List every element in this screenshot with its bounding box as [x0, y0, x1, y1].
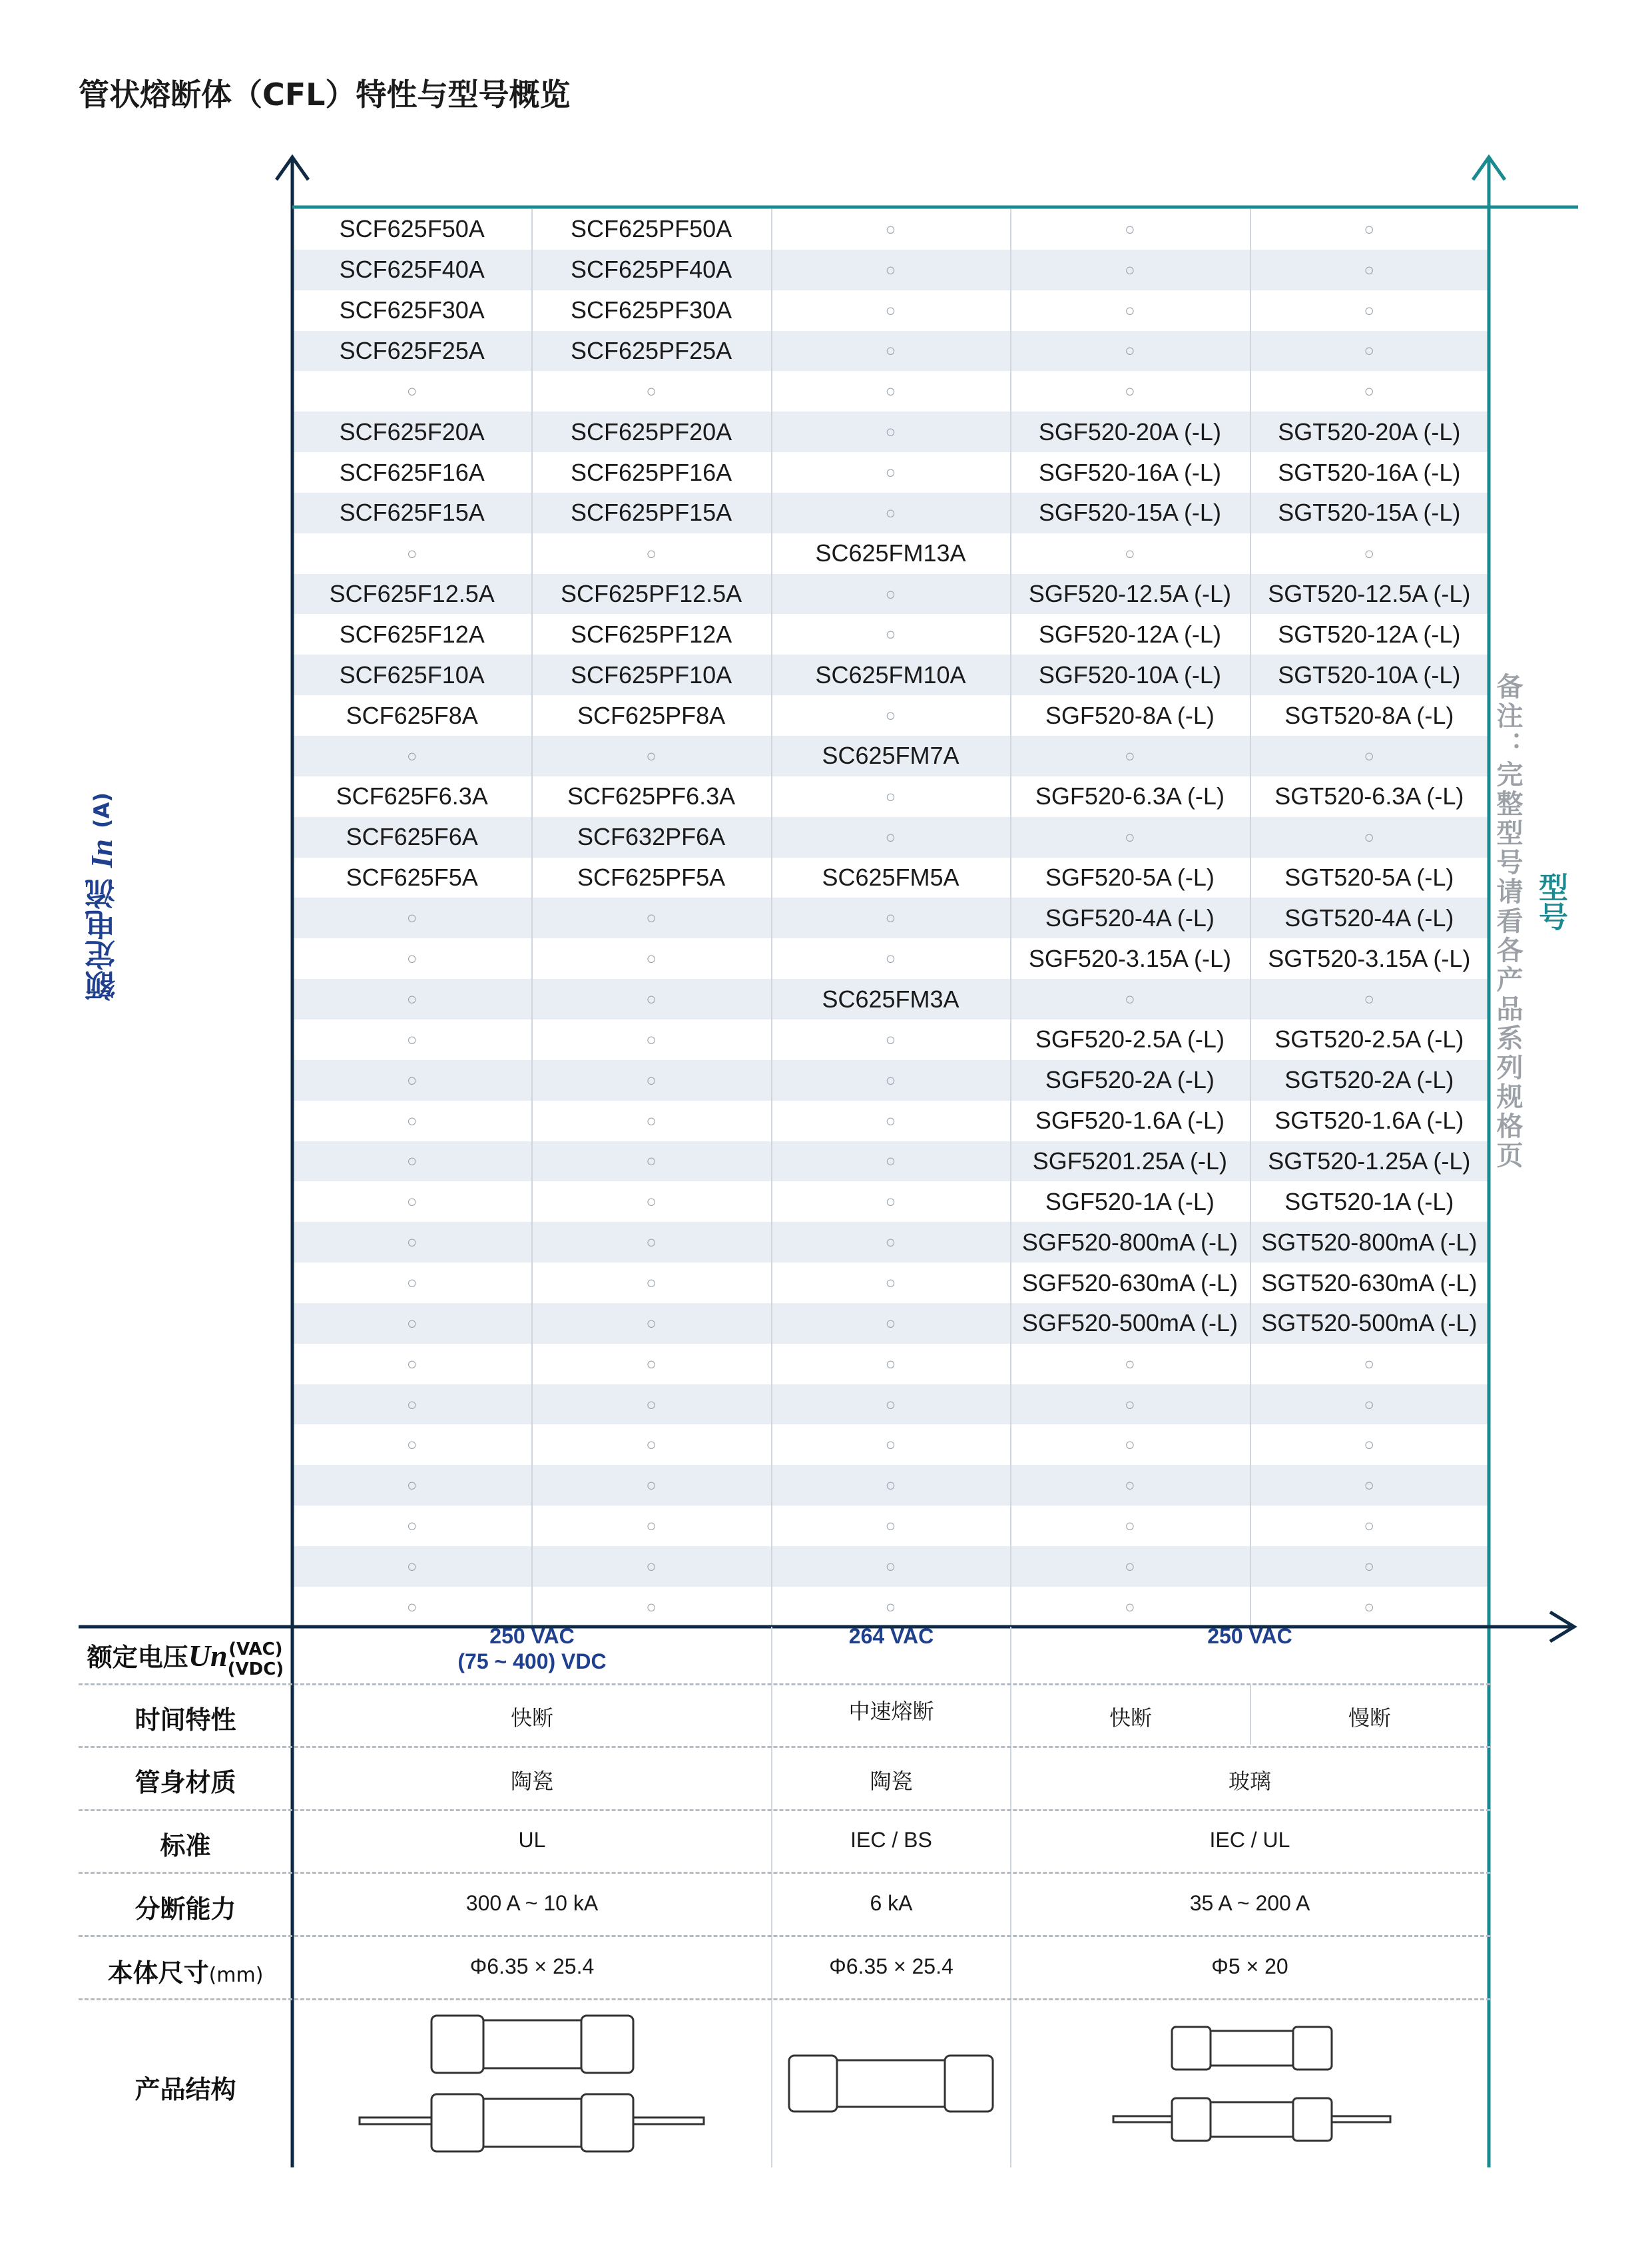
model-cell: SCF625PF16A	[571, 458, 732, 486]
model-cell: SGT520-15A (-L)	[1278, 499, 1461, 527]
model-cell: SGF520-12A (-L)	[1038, 620, 1221, 648]
model-cell: SGT520-1.25A (-L)	[1268, 1147, 1471, 1175]
empty-circle-icon: ○	[646, 1151, 657, 1171]
model-cell: SGF520-15A (-L)	[1038, 499, 1221, 527]
empty-circle-icon: ○	[885, 1394, 896, 1414]
model-cell: SCF625PF50A	[571, 215, 732, 243]
empty-circle-icon: ○	[1364, 300, 1375, 320]
model-cell: SCF625F50A	[339, 215, 485, 243]
model-cell: SGF520-20A (-L)	[1038, 418, 1221, 445]
y-axis-label: 额定电流	[84, 878, 120, 1001]
size-unit: (mm)	[208, 1964, 264, 1987]
model-cell: SGF5201.25A (-L)	[1032, 1147, 1227, 1175]
fuse-icon-glass-top	[1172, 2027, 1332, 2070]
model-cell: SGT520-800mA (-L)	[1261, 1228, 1478, 1256]
model-cell: SCF625F8A	[346, 701, 478, 729]
empty-circle-icon: ○	[646, 543, 657, 563]
empty-circle-icon: ○	[1125, 259, 1135, 280]
breaking-col-1: 300 A ~ 10 kA	[465, 1891, 599, 1915]
empty-circle-icon: ○	[885, 908, 896, 928]
standard-label: 标准	[160, 1831, 211, 1860]
empty-circle-icon: ○	[885, 1191, 896, 1212]
empty-circle-icon: ○	[406, 543, 417, 563]
empty-circle-icon: ○	[646, 1434, 657, 1455]
model-cell: SGF520-4A (-L)	[1045, 904, 1215, 932]
model-cell: SGF520-500mA (-L)	[1021, 1309, 1238, 1337]
empty-circle-icon: ○	[1364, 1394, 1375, 1414]
empty-circle-icon: ○	[646, 1394, 657, 1414]
model-cell: SCF625PF15A	[571, 499, 732, 527]
breaking-col-3: 35 A ~ 200 A	[1189, 1891, 1310, 1915]
empty-circle-icon: ○	[1364, 1353, 1375, 1374]
material-col-1: 陶瓷	[510, 1769, 553, 1793]
empty-circle-icon: ○	[646, 1475, 657, 1496]
empty-circle-icon: ○	[1364, 543, 1375, 563]
empty-circle-icon: ○	[885, 218, 896, 239]
y-axis-symbol: In	[85, 839, 119, 868]
empty-circle-icon: ○	[406, 1555, 417, 1576]
model-cell: SC625FM7A	[822, 742, 960, 770]
model-cell: SC625FM13A	[815, 539, 966, 567]
empty-circle-icon: ○	[406, 1394, 417, 1414]
time-col-2: 中速熔断	[848, 1699, 934, 1723]
empty-circle-icon: ○	[885, 300, 896, 320]
empty-circle-icon: ○	[1125, 1475, 1135, 1496]
empty-circle-icon: ○	[646, 1232, 657, 1253]
empty-circle-icon: ○	[406, 1151, 417, 1171]
empty-circle-icon: ○	[646, 1272, 657, 1293]
empty-circle-icon: ○	[885, 1151, 896, 1171]
time-col-1: 快断	[510, 1706, 553, 1730]
model-cell: SCF625PF5A	[577, 864, 726, 892]
empty-circle-icon: ○	[406, 1353, 417, 1374]
empty-circle-icon: ○	[1125, 218, 1135, 239]
model-cell: SCF625PF25A	[571, 336, 732, 364]
material-col-3: 玻璃	[1228, 1769, 1271, 1793]
empty-circle-icon: ○	[885, 826, 896, 847]
empty-circle-icon: ○	[885, 948, 896, 969]
empty-circle-icon: ○	[406, 381, 417, 402]
empty-circle-icon: ○	[646, 1555, 657, 1576]
empty-circle-icon: ○	[1125, 1353, 1135, 1374]
material-label: 管身材质	[135, 1768, 236, 1797]
empty-circle-icon: ○	[885, 381, 896, 402]
empty-circle-icon: ○	[406, 1516, 417, 1536]
empty-circle-icon: ○	[646, 1516, 657, 1536]
model-cell: SCF625PF12A	[571, 620, 732, 648]
standard-col-1: UL	[518, 1828, 546, 1852]
empty-circle-icon: ○	[885, 624, 896, 645]
empty-circle-icon: ○	[885, 705, 896, 726]
empty-circle-icon: ○	[885, 1312, 896, 1333]
empty-circle-icon: ○	[885, 1596, 896, 1617]
empty-circle-icon: ○	[1364, 218, 1375, 239]
model-cell: SCF625F30A	[339, 296, 485, 324]
empty-circle-icon: ○	[1364, 989, 1375, 1009]
empty-circle-icon: ○	[885, 583, 896, 604]
page-title: 管状熔断体（CFL）特性与型号概览	[79, 77, 571, 113]
y-axis-unit: (A)	[89, 792, 115, 829]
model-cell: SC625FM10A	[815, 661, 966, 689]
model-cell: SGT520-16A (-L)	[1278, 458, 1461, 486]
empty-circle-icon: ○	[646, 1596, 657, 1617]
model-cell: SCF625F20A	[339, 418, 485, 445]
model-cell: SCF625F5A	[346, 864, 478, 892]
model-cell: SGF520-16A (-L)	[1038, 458, 1221, 486]
empty-circle-icon: ○	[885, 1069, 896, 1090]
empty-circle-icon: ○	[885, 340, 896, 361]
model-cell: SGF520-800mA (-L)	[1021, 1228, 1238, 1256]
note-text: 备注：完整型号请看各产品系列规格页	[1492, 673, 1523, 1171]
size-col-2: Φ6.35 × 25.4	[829, 1954, 954, 1978]
model-cell: SGF520-2.5A (-L)	[1035, 1025, 1225, 1053]
model-cell: SCF625F12.5A	[329, 580, 495, 608]
empty-circle-icon: ○	[1125, 826, 1135, 847]
model-cell: SCF625F15A	[339, 499, 485, 527]
empty-circle-icon: ○	[885, 421, 896, 442]
empty-circle-icon: ○	[885, 1475, 896, 1496]
breaking-col-2: 6 kA	[870, 1891, 913, 1915]
empty-circle-icon: ○	[646, 381, 657, 402]
empty-circle-icon: ○	[885, 1516, 896, 1536]
empty-circle-icon: ○	[646, 1353, 657, 1374]
empty-circle-icon: ○	[1364, 259, 1375, 280]
empty-circle-icon: ○	[406, 1191, 417, 1212]
model-cell: SGT520-8A (-L)	[1284, 701, 1454, 729]
empty-circle-icon: ○	[406, 989, 417, 1009]
empty-circle-icon: ○	[885, 1272, 896, 1293]
fuse-icon-ceramic-leads	[360, 2094, 704, 2151]
empty-circle-icon: ○	[406, 1596, 417, 1617]
model-cell: SGF520-6.3A (-L)	[1035, 782, 1225, 810]
model-cell: SCF625F6A	[346, 823, 478, 851]
voltage-col-1: 250 VAC (75 ~ 400) VDC	[457, 1624, 607, 1673]
empty-circle-icon: ○	[646, 1312, 657, 1333]
empty-circle-icon: ○	[406, 1272, 417, 1293]
model-cell: SGT520-4A (-L)	[1284, 904, 1454, 932]
standard-col-3: IEC / UL	[1209, 1828, 1290, 1852]
empty-circle-icon: ○	[1364, 1555, 1375, 1576]
model-cell: SCF625PF40A	[571, 256, 732, 284]
empty-circle-icon: ○	[1125, 543, 1135, 563]
model-cell: SGF520-10A (-L)	[1038, 661, 1221, 689]
empty-circle-icon: ○	[1125, 745, 1135, 766]
model-cell: SGT520-500mA (-L)	[1261, 1309, 1478, 1337]
model-cell: SGF520-3.15A (-L)	[1028, 944, 1231, 972]
empty-circle-icon: ○	[1364, 1434, 1375, 1455]
model-cell: SCF625F40A	[339, 256, 485, 284]
time-col-3: 快断	[1109, 1706, 1152, 1730]
empty-circle-icon: ○	[885, 786, 896, 806]
size-col-1: Φ6.35 × 25.4	[469, 1954, 595, 1978]
model-cell: SGT520-12A (-L)	[1278, 620, 1461, 648]
model-cell: SGT520-6.3A (-L)	[1274, 782, 1464, 810]
empty-circle-icon: ○	[885, 1555, 896, 1576]
model-cell: SGF520-1.6A (-L)	[1035, 1107, 1225, 1135]
fuse-icon-ceramic-top	[431, 2016, 633, 2073]
empty-circle-icon: ○	[646, 1069, 657, 1090]
voltage-label: 额定电压Un(VAC) (VDC)	[87, 1639, 284, 1679]
empty-circle-icon: ○	[406, 1475, 417, 1496]
model-cell: SGT520-12.5A (-L)	[1268, 580, 1471, 608]
model-cell: SGF520-2A (-L)	[1045, 1066, 1215, 1094]
empty-circle-icon: ○	[1125, 340, 1135, 361]
model-cell: SCF625PF20A	[571, 418, 732, 445]
empty-circle-icon: ○	[646, 908, 657, 928]
empty-circle-icon: ○	[1125, 1555, 1135, 1576]
model-cell: SCF625PF12.5A	[561, 580, 742, 608]
model-cell: SCF625F10A	[339, 661, 485, 689]
model-cell: SGF520-12.5A (-L)	[1028, 580, 1231, 608]
voltage-units: (VAC) (VDC)	[227, 1639, 284, 1679]
empty-circle-icon: ○	[1364, 826, 1375, 847]
model-cell: SC625FM3A	[822, 985, 960, 1013]
size-label: 本体尺寸(mm)	[107, 1958, 264, 1988]
model-cell: SGT520-20A (-L)	[1278, 418, 1461, 445]
empty-circle-icon: ○	[1125, 1596, 1135, 1617]
fuse-icon-ceramic-mid	[789, 2056, 993, 2111]
model-cell: SC625FM5A	[822, 864, 960, 892]
empty-circle-icon: ○	[1364, 745, 1375, 766]
model-cell: SCF632PF6A	[577, 823, 726, 851]
model-cell: SCF625PF30A	[571, 296, 732, 324]
material-col-2: 陶瓷	[870, 1769, 913, 1793]
model-cell: SGF520-1A (-L)	[1045, 1187, 1215, 1215]
empty-circle-icon: ○	[885, 462, 896, 483]
model-cell: SCF625F6.3A	[336, 782, 488, 810]
model-cell: SGF520-630mA (-L)	[1021, 1268, 1238, 1296]
model-cell: SGT520-1A (-L)	[1284, 1187, 1454, 1215]
empty-circle-icon: ○	[406, 1069, 417, 1090]
empty-circle-icon: ○	[1364, 1475, 1375, 1496]
model-cell: SGT520-1.6A (-L)	[1274, 1107, 1464, 1135]
empty-circle-icon: ○	[646, 1191, 657, 1212]
model-cell: SCF625F25A	[339, 336, 485, 364]
empty-circle-icon: ○	[1125, 1516, 1135, 1536]
breaking-label: 分断能力	[135, 1894, 236, 1924]
empty-circle-icon: ○	[646, 1029, 657, 1049]
voltage-symbol: Un	[188, 1639, 228, 1673]
structure-label: 产品结构	[135, 2075, 236, 2104]
empty-circle-icon: ○	[1125, 300, 1135, 320]
model-cell: SGT520-5A (-L)	[1284, 864, 1454, 892]
voltage-col-2: 264 VAC	[848, 1624, 934, 1648]
empty-circle-icon: ○	[1125, 1394, 1135, 1414]
model-cell: SCF625PF8A	[577, 701, 726, 729]
model-cell: SGF520-8A (-L)	[1045, 701, 1215, 729]
empty-circle-icon: ○	[406, 1029, 417, 1049]
model-cell: SCF625F16A	[339, 458, 485, 486]
empty-circle-icon: ○	[1364, 1516, 1375, 1536]
model-cell: SCF625PF6.3A	[567, 782, 736, 810]
empty-circle-icon: ○	[885, 1232, 896, 1253]
model-cell: SGT520-630mA (-L)	[1261, 1268, 1478, 1296]
empty-circle-icon: ○	[406, 1434, 417, 1455]
model-cell: SGT520-2.5A (-L)	[1274, 1025, 1464, 1053]
time-col-4: 慢断	[1348, 1706, 1391, 1730]
empty-circle-icon: ○	[406, 908, 417, 928]
voltage-col-3: 250 VAC	[1207, 1624, 1292, 1648]
time-label: 时间特性	[135, 1705, 236, 1735]
empty-circle-icon: ○	[646, 745, 657, 766]
empty-circle-icon: ○	[646, 948, 657, 969]
empty-circle-icon: ○	[406, 1110, 417, 1131]
right-axis-label: 型号	[1533, 872, 1567, 931]
empty-circle-icon: ○	[1125, 1434, 1135, 1455]
model-cell: SCF625PF10A	[571, 661, 732, 689]
fuse-icon-glass-leads	[1113, 2098, 1390, 2141]
size-col-3: Φ5 × 20	[1211, 1954, 1288, 1978]
model-cell: SGT520-2A (-L)	[1284, 1066, 1454, 1094]
empty-circle-icon: ○	[1125, 381, 1135, 402]
empty-circle-icon: ○	[885, 1029, 896, 1049]
model-cell: SGF520-5A (-L)	[1045, 864, 1215, 892]
empty-circle-icon: ○	[1364, 381, 1375, 402]
model-cell: SCF625F12A	[339, 620, 485, 648]
empty-circle-icon: ○	[885, 1434, 896, 1455]
empty-circle-icon: ○	[885, 1353, 896, 1374]
model-cell: SGT520-3.15A (-L)	[1268, 944, 1471, 972]
empty-circle-icon: ○	[406, 745, 417, 766]
model-cell: SGT520-10A (-L)	[1278, 661, 1461, 689]
empty-circle-icon: ○	[885, 502, 896, 523]
empty-circle-icon: ○	[885, 1110, 896, 1131]
empty-circle-icon: ○	[646, 1110, 657, 1131]
empty-circle-icon: ○	[885, 259, 896, 280]
empty-circle-icon: ○	[406, 1232, 417, 1253]
empty-circle-icon: ○	[406, 1312, 417, 1333]
empty-circle-icon: ○	[1364, 1596, 1375, 1617]
standard-col-2: IEC / BS	[850, 1828, 932, 1852]
empty-circle-icon: ○	[646, 989, 657, 1009]
empty-circle-icon: ○	[1125, 989, 1135, 1009]
empty-circle-icon: ○	[1364, 340, 1375, 361]
empty-circle-icon: ○	[406, 948, 417, 969]
